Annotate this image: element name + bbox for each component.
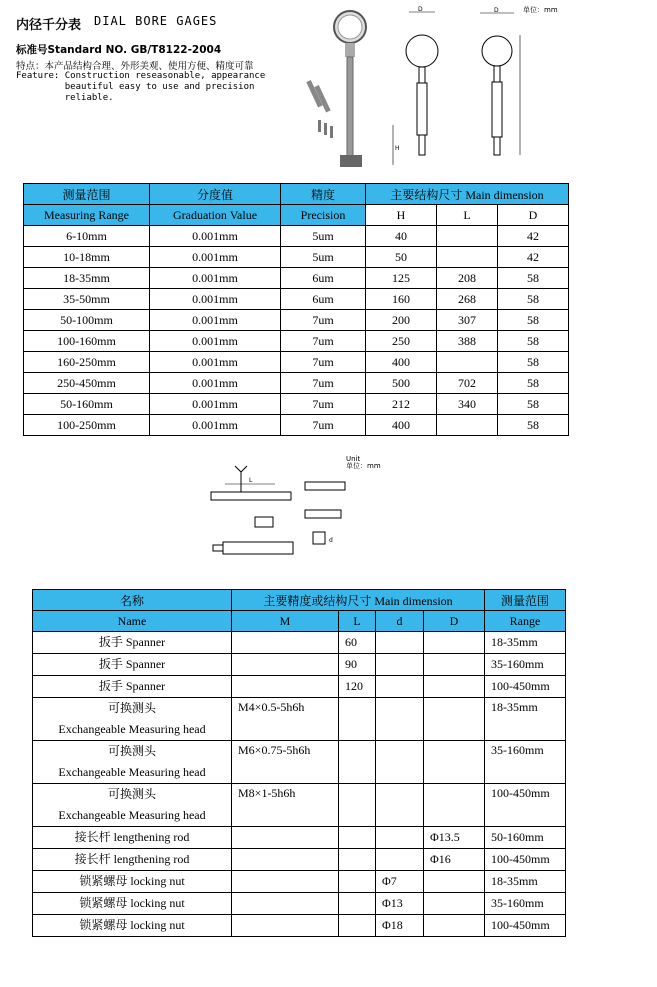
cell-m: [232, 893, 339, 915]
cell-grad: 0.001mm: [150, 394, 281, 415]
unit-label-2a: Unit: [346, 455, 361, 463]
cell-l: [339, 915, 376, 937]
cell-h: 212: [366, 394, 437, 415]
cell-l: 702: [437, 373, 498, 394]
cell-d: [376, 741, 424, 784]
cell-name: [33, 893, 232, 915]
cell-range: 50-160mm: [485, 827, 566, 849]
cell-range: 6-10mm: [24, 226, 150, 247]
accessories-table: [32, 589, 566, 937]
cell-l: 120: [339, 676, 376, 698]
cell-name: [33, 915, 232, 937]
technical-drawing-front: [385, 5, 455, 175]
cell-prec: 5um: [281, 247, 366, 268]
cell-l: [437, 247, 498, 268]
cell-range: 100-450mm: [485, 849, 566, 871]
cell-name: [33, 698, 232, 741]
table-row: [33, 632, 566, 654]
cell-prec: 7um: [281, 415, 366, 436]
cell-grad: 0.001mm: [150, 352, 281, 373]
cell-d-big: [424, 741, 485, 784]
cell-m: M6×0.75-5h6h: [232, 741, 339, 784]
cell-name-line1: 扳手 Spanner: [98, 679, 166, 693]
feature-cn: 特点：本产品结构合理、外形美观、使用方便、精度可靠: [16, 61, 254, 72]
cell-l: [339, 784, 376, 827]
cell-range: 35-50mm: [24, 289, 150, 310]
cell-l: [339, 741, 376, 784]
cell-range: 100-160mm: [24, 331, 150, 352]
label-l: L: [249, 477, 253, 484]
cell-name-line2: Exchangeable Measuring head: [58, 722, 206, 736]
cell-grad: 0.001mm: [150, 373, 281, 394]
cell-m: [232, 827, 339, 849]
cell-h: 50: [366, 247, 437, 268]
cell-range: 18-35mm: [485, 871, 566, 893]
cell-d: 58: [498, 310, 569, 331]
table-row: [33, 827, 566, 849]
cell-l: [339, 849, 376, 871]
cell-name: [33, 849, 232, 871]
cell-l: 388: [437, 331, 498, 352]
cell-d-big: [424, 784, 485, 827]
cell-prec: 7um: [281, 394, 366, 415]
cell-range: 18-35mm: [485, 698, 566, 741]
cell-l: 307: [437, 310, 498, 331]
cell-d: 58: [498, 289, 569, 310]
label-d-2: D: [494, 7, 499, 14]
unit-label: 单位：mm: [523, 6, 558, 14]
cell-m: [232, 915, 339, 937]
cell-name-line1: 锁紧螺母 locking nut: [79, 874, 185, 888]
hdr-prec-cn: 精度: [281, 184, 366, 205]
cell-h: 400: [366, 415, 437, 436]
hdr2-d-big: D: [424, 611, 485, 632]
table-row: [24, 310, 569, 331]
label-d-small: d: [329, 537, 333, 544]
cell-range: 100-450mm: [485, 915, 566, 937]
cell-range: 35-160mm: [485, 741, 566, 784]
cell-d-big: [424, 676, 485, 698]
cell-prec: 7um: [281, 310, 366, 331]
cell-grad: 0.001mm: [150, 310, 281, 331]
hdr-l: L: [437, 205, 498, 226]
cell-m: [232, 849, 339, 871]
cell-grad: 0.001mm: [150, 268, 281, 289]
cell-prec: 7um: [281, 373, 366, 394]
cell-l: 208: [437, 268, 498, 289]
cell-prec: 7um: [281, 352, 366, 373]
cell-h: 40: [366, 226, 437, 247]
cell-name-line2: Exchangeable Measuring head: [58, 808, 206, 822]
cell-d: 58: [498, 352, 569, 373]
cell-l: [339, 827, 376, 849]
hdr2-dim: 主要精度或结构尺寸 Main dimension: [232, 590, 485, 611]
cell-l: [437, 352, 498, 373]
hdr2-m: M: [232, 611, 339, 632]
cell-name-line1: 可换测头: [107, 701, 156, 715]
cell-prec: 6um: [281, 268, 366, 289]
cell-d-big: [424, 698, 485, 741]
cell-d-big: [424, 893, 485, 915]
cell-d: Φ7: [376, 871, 424, 893]
cell-l: 340: [437, 394, 498, 415]
table-row: [24, 226, 569, 247]
hdr2-l: L: [339, 611, 376, 632]
cell-l: [339, 893, 376, 915]
table-row: [33, 698, 566, 741]
cell-h: 160: [366, 289, 437, 310]
cell-m: [232, 871, 339, 893]
cell-d: [376, 676, 424, 698]
cell-d-big: [424, 871, 485, 893]
cell-range: 50-100mm: [24, 310, 150, 331]
cell-d: 58: [498, 415, 569, 436]
cell-h: 400: [366, 352, 437, 373]
table-row: [24, 415, 569, 436]
cell-range: 100-450mm: [485, 676, 566, 698]
table-row: [33, 654, 566, 676]
cell-range: 35-160mm: [485, 893, 566, 915]
table-row: [33, 849, 566, 871]
hdr2-name-cn: 名称: [33, 590, 232, 611]
cell-d: [376, 632, 424, 654]
cell-d: 42: [498, 247, 569, 268]
cell-l: 90: [339, 654, 376, 676]
table-row: [33, 915, 566, 937]
hdr-h: H: [366, 205, 437, 226]
hdr2-name-en: Name: [33, 611, 232, 632]
cell-d: [376, 698, 424, 741]
cell-grad: 0.001mm: [150, 415, 281, 436]
cell-d: 58: [498, 394, 569, 415]
cell-d: [376, 654, 424, 676]
cell-d: Φ13: [376, 893, 424, 915]
cell-d-big: [424, 654, 485, 676]
cell-d: 58: [498, 373, 569, 394]
title-cn: 内径千分表: [16, 18, 82, 33]
cell-d: Φ18: [376, 915, 424, 937]
cell-range: 18-35mm: [24, 268, 150, 289]
cell-d: [376, 784, 424, 827]
table-row: [33, 676, 566, 698]
label-h: H: [395, 145, 400, 152]
label-d: D: [418, 6, 423, 13]
cell-d: [376, 849, 424, 871]
hdr2-d-small: d: [376, 611, 424, 632]
title-en: DIAL BORE GAGES: [94, 14, 218, 28]
cell-range: 18-35mm: [485, 632, 566, 654]
spec-table: [23, 183, 569, 436]
cell-d: 58: [498, 268, 569, 289]
cell-m: M4×0.5-5h6h: [232, 698, 339, 741]
table-row: [24, 352, 569, 373]
cell-l: 60: [339, 632, 376, 654]
table-row: [24, 331, 569, 352]
cell-grad: 0.001mm: [150, 247, 281, 268]
cell-d-big: Φ16: [424, 849, 485, 871]
cell-name-line1: 锁紧螺母 locking nut: [79, 918, 185, 932]
cell-name-line1: 扳手 Spanner: [98, 635, 166, 649]
cell-range: 10-18mm: [24, 247, 150, 268]
hdr-d: D: [498, 205, 569, 226]
cell-d-big: Φ13.5: [424, 827, 485, 849]
cell-l: [437, 226, 498, 247]
feature-en: Feature: Construction reseasonable, appearance beautiful easy to use and precision reliable.: [16, 71, 266, 103]
cell-range: 100-250mm: [24, 415, 150, 436]
standard-number: 标准号Standard NO. GB/T8122-2004: [16, 44, 222, 56]
cell-d: [376, 827, 424, 849]
cell-l: [437, 415, 498, 436]
table-row: [33, 871, 566, 893]
table-row: [33, 893, 566, 915]
unit-label-2b: 单位：mm: [346, 462, 381, 470]
table-row: [24, 394, 569, 415]
cell-name-line2: Exchangeable Measuring head: [58, 765, 206, 779]
cell-name-line1: 可换测头: [107, 744, 156, 758]
table-row: [33, 741, 566, 784]
cell-h: 250: [366, 331, 437, 352]
hdr2-range-cn: 测量范围: [485, 590, 566, 611]
cell-h: 200: [366, 310, 437, 331]
hdr-grad-cn: 分度值: [150, 184, 281, 205]
cell-range: 50-160mm: [24, 394, 150, 415]
table-row: [24, 247, 569, 268]
cell-m: [232, 632, 339, 654]
cell-l: [339, 698, 376, 741]
cell-name: [33, 871, 232, 893]
table-row: [33, 784, 566, 827]
cell-d: 58: [498, 331, 569, 352]
cell-prec: 7um: [281, 331, 366, 352]
cell-range: 160-250mm: [24, 352, 150, 373]
cell-m: [232, 676, 339, 698]
cell-l: [339, 871, 376, 893]
cell-h: 125: [366, 268, 437, 289]
cell-name-line1: 扳手 Spanner: [98, 657, 166, 671]
cell-range: 35-160mm: [485, 654, 566, 676]
cell-name: [33, 827, 232, 849]
cell-d-big: [424, 915, 485, 937]
cell-grad: 0.001mm: [150, 331, 281, 352]
cell-d: 42: [498, 226, 569, 247]
cell-l: 268: [437, 289, 498, 310]
cell-name: [33, 632, 232, 654]
table-row: [24, 373, 569, 394]
cell-name-line1: 可换测头: [107, 787, 156, 801]
cell-name: [33, 676, 232, 698]
cell-name-line1: 锁紧螺母 locking nut: [79, 896, 185, 910]
table-row: [24, 268, 569, 289]
cell-d-big: [424, 632, 485, 654]
cell-name-line1: 接长杆 lengthening rod: [74, 852, 190, 866]
hdr2-range-en: Range: [485, 611, 566, 632]
cell-h: 500: [366, 373, 437, 394]
accessories-drawing: [205, 462, 355, 572]
cell-grad: 0.001mm: [150, 289, 281, 310]
cell-name: [33, 741, 232, 784]
hdr-range-cn: 测量范围: [24, 184, 150, 205]
cell-name: [33, 654, 232, 676]
hdr-grad-en: Graduation Value: [150, 205, 281, 226]
hdr-dim: 主要结构尺寸 Main dimension: [366, 184, 569, 205]
cell-range: 100-450mm: [485, 784, 566, 827]
cell-prec: 6um: [281, 289, 366, 310]
cell-m: M8×1-5h6h: [232, 784, 339, 827]
cell-range: 250-450mm: [24, 373, 150, 394]
technical-drawing-side: [470, 5, 530, 175]
hdr-prec-en: Precision: [281, 205, 366, 226]
cell-name: [33, 784, 232, 827]
cell-prec: 5um: [281, 226, 366, 247]
cell-name-line1: 接长杆 lengthening rod: [74, 830, 190, 844]
hdr-range-en: Measuring Range: [24, 205, 150, 226]
cell-grad: 0.001mm: [150, 226, 281, 247]
cell-m: [232, 654, 339, 676]
table-row: [24, 289, 569, 310]
